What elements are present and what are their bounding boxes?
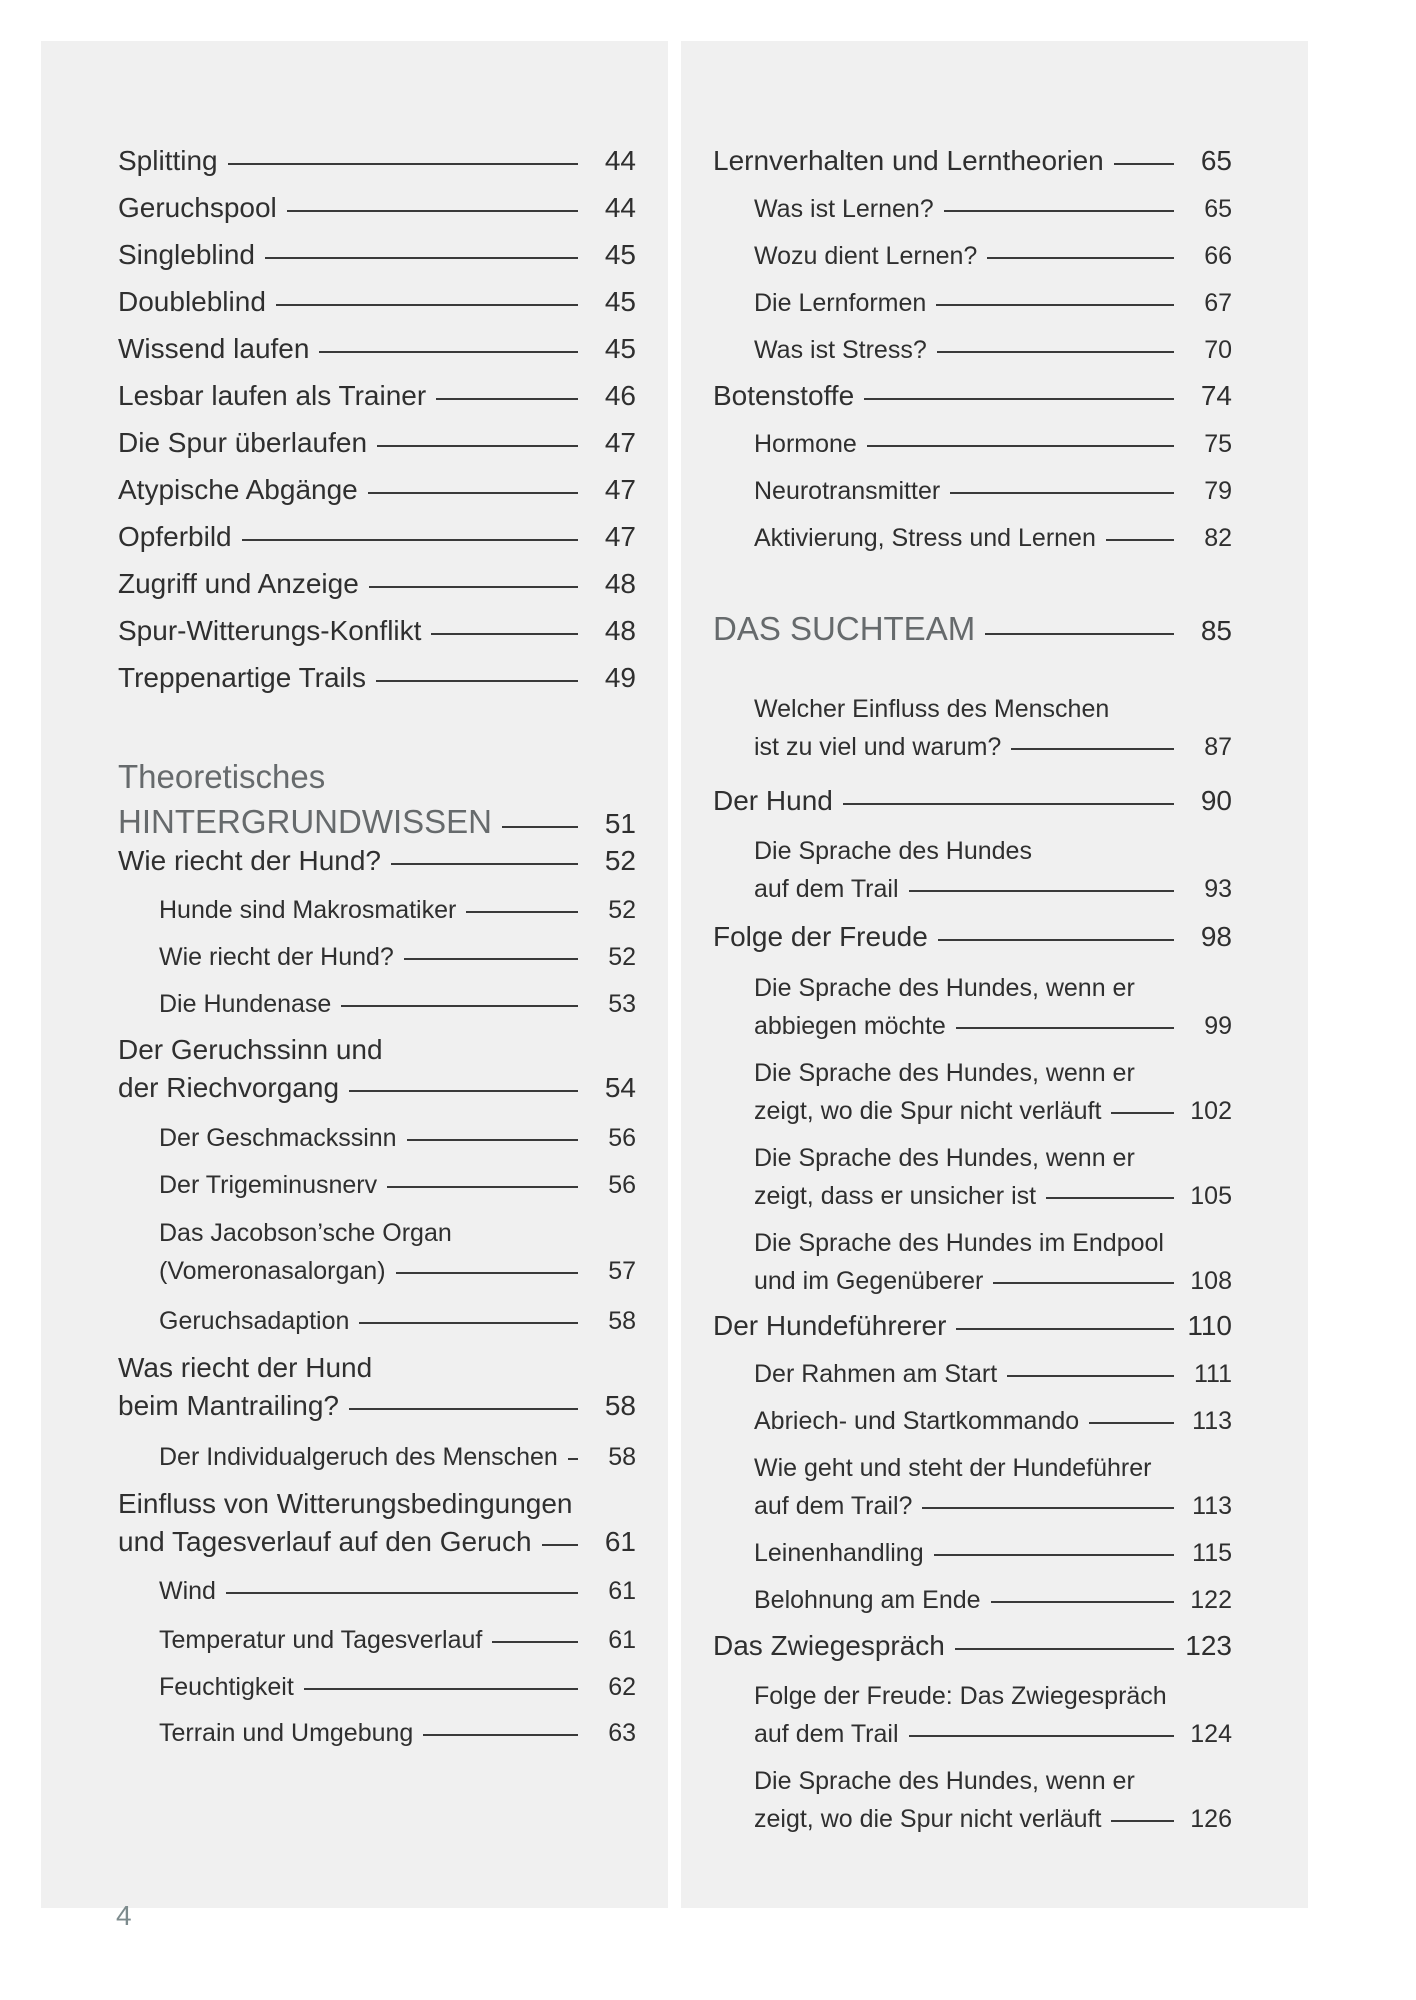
toc-section — [681, 599, 1308, 645]
toc-entry — [41, 599, 668, 645]
toc-leader-line — [909, 1735, 1174, 1737]
toc-entry — [41, 1654, 668, 1700]
toc-entry-title: Treppenartige Trails — [118, 662, 366, 693]
toc-entry-title: abbiegen möchte — [754, 1012, 946, 1040]
toc-entry-title: Die Sprache des Hundes im Endpool — [754, 1229, 1164, 1257]
toc-entry-title: Botenstoffe — [713, 380, 855, 411]
toc-entry — [41, 1336, 668, 1420]
toc-page-number: 56 — [608, 1124, 636, 1152]
toc-page-number: 82 — [1204, 524, 1232, 552]
toc-leader-line — [265, 257, 578, 259]
toc-page-number: 61 — [604, 1526, 636, 1557]
toc-entry-title: beim Mantrailing? — [118, 1390, 339, 1421]
toc-entry-title: und im Gegenüberer — [754, 1267, 984, 1295]
toc-leader-line — [956, 1328, 1174, 1330]
toc-leader-line — [287, 210, 578, 212]
toc-leader-line — [1111, 1112, 1174, 1114]
toc-leader-line — [1111, 1820, 1174, 1822]
toc-page-number: 90 — [1200, 785, 1232, 816]
toc-page-number: 110 — [1187, 1310, 1232, 1341]
toc-entry-title: Wie riecht der Hund? — [118, 845, 382, 876]
toc-entry-title: Wie riecht der Hund? — [159, 943, 394, 971]
toc-leader-line — [376, 680, 578, 682]
toc-leader-line — [377, 445, 578, 447]
toc-page-number: 70 — [1204, 336, 1232, 364]
toc-entry — [681, 1520, 1308, 1566]
toc-page-number: 58 — [608, 1443, 636, 1471]
toc-page-number: 45 — [604, 333, 636, 364]
toc-entry — [681, 676, 1308, 760]
toc-leader-line — [955, 1648, 1174, 1650]
toc-entry — [681, 129, 1308, 175]
toc-entry — [681, 1567, 1308, 1613]
toc-entry-title: Das Zwiegespräch — [713, 1630, 945, 1661]
toc-leader-line — [319, 351, 578, 353]
toc-section — [41, 747, 668, 838]
toc-entry-title: auf dem Trail — [754, 875, 899, 903]
toc-leader-line — [423, 1734, 578, 1736]
toc-entry — [41, 829, 668, 875]
toc-entry-title: Der Geruchssinn und — [118, 1034, 383, 1065]
toc-page-number: 57 — [608, 1257, 636, 1285]
toc-entry — [681, 1614, 1308, 1660]
toc-entry — [41, 1152, 668, 1198]
toc-entry-title: zeigt, wo die Spur nicht verläuft — [754, 1097, 1102, 1125]
toc-entry — [681, 1435, 1308, 1519]
toc-entry-title: Doubleblind — [118, 286, 266, 317]
toc-entry — [41, 1700, 668, 1746]
toc-entry — [681, 411, 1308, 457]
toc-entry-title: auf dem Trail — [754, 1720, 899, 1748]
toc-leader-line — [934, 1554, 1174, 1556]
toc-page-number: 123 — [1185, 1630, 1232, 1661]
toc-entry — [41, 1424, 668, 1470]
toc-page-number: 102 — [1190, 1097, 1232, 1125]
toc-entry — [681, 1663, 1308, 1747]
toc-leader-line — [431, 633, 578, 635]
toc-page-number: 61 — [608, 1626, 636, 1654]
toc-leader-line — [944, 210, 1174, 212]
toc-entry-title: (Vomeronasalorgan) — [159, 1257, 386, 1285]
toc-entry — [41, 505, 668, 551]
toc-page-number: 93 — [1204, 875, 1232, 903]
toc-leader-line — [1089, 1422, 1174, 1424]
toc-entry — [41, 1105, 668, 1151]
toc-entry — [41, 1472, 668, 1556]
toc-page-number: 48 — [604, 615, 636, 646]
toc-entry-title: Die Lernformen — [754, 289, 927, 317]
toc-leader-line — [407, 1139, 578, 1141]
toc-entry-title: Hunde sind Makrosmatiker — [159, 896, 457, 924]
toc-entry — [681, 1294, 1308, 1340]
toc-entry — [41, 1018, 668, 1102]
toc-page-number: 98 — [1200, 921, 1232, 952]
toc-leader-line — [341, 1005, 578, 1007]
toc-page-number: 44 — [604, 192, 636, 223]
toc-page-number: 51 — [604, 808, 636, 839]
toc-page-number: 85 — [1200, 615, 1232, 646]
toc-entry — [681, 1040, 1308, 1124]
toc-entry-title: Welcher Einfluss des Menschen — [754, 695, 1110, 723]
toc-leader-line — [242, 539, 578, 541]
toc-leader-line — [867, 445, 1174, 447]
toc-leader-line — [1011, 748, 1174, 750]
toc-entry — [41, 176, 668, 222]
toc-page-number: 62 — [608, 1673, 636, 1701]
toc-entry — [41, 317, 668, 363]
toc-page-number: 48 — [604, 568, 636, 599]
toc-entry-title: Was ist Stress? — [754, 336, 927, 364]
toc-entry-title: Temperatur und Tagesverlauf — [159, 1626, 483, 1654]
toc-leader-line — [937, 351, 1174, 353]
toc-entry-title: Geruchsadaption — [159, 1307, 350, 1335]
toc-entry — [681, 176, 1308, 222]
toc-page-number: 108 — [1190, 1267, 1232, 1295]
toc-entry-title: ist zu viel und warum? — [754, 733, 1002, 761]
toc-page-number: 45 — [604, 286, 636, 317]
toc-entry — [41, 971, 668, 1017]
toc-leader-line — [349, 1408, 578, 1410]
toc-entry — [681, 955, 1308, 1039]
toc-entry — [681, 905, 1308, 951]
toc-entry — [41, 1200, 668, 1284]
toc-entry-title: Belohnung am Ende — [754, 1586, 981, 1614]
toc-leader-line — [368, 492, 578, 494]
toc-entry-title: Was ist Lernen? — [754, 195, 934, 223]
toc-entry-title: Splitting — [118, 145, 218, 176]
toc-entry — [681, 818, 1308, 902]
toc-page-number: 65 — [1200, 145, 1232, 176]
toc-leader-line — [843, 803, 1174, 805]
toc-entry — [41, 877, 668, 923]
toc-entry — [41, 270, 668, 316]
toc-leader-line — [391, 863, 578, 865]
toc-page-number: 46 — [604, 380, 636, 411]
toc-leader-line — [938, 939, 1174, 941]
toc-entry-title: Die Sprache des Hundes — [754, 837, 1032, 865]
toc-entry — [41, 646, 668, 692]
toc-entry-title: DAS SUCHTEAM — [713, 610, 976, 647]
toc-entry-title: Folge der Freude: Das Zwiegespräch — [754, 1682, 1167, 1710]
toc-entry-title: Wissend laufen — [118, 333, 310, 364]
toc-entry-title: Der Hundeführerer — [713, 1310, 947, 1341]
toc-entry — [41, 924, 668, 970]
toc-leader-line — [568, 1458, 578, 1460]
toc-entry — [681, 1748, 1308, 1832]
toc-page-number: 75 — [1204, 430, 1232, 458]
toc-page-number: 52 — [604, 845, 636, 876]
toc-page-number: 45 — [604, 239, 636, 270]
toc-page-number: 44 — [604, 145, 636, 176]
toc-entry-title: Der Individualgeruch des Menschen — [159, 1443, 558, 1471]
toc-leader-line — [226, 1592, 578, 1594]
toc-page-number: 67 — [1204, 289, 1232, 317]
toc-entry-title: HINTERGRUNDWISSEN — [118, 803, 493, 840]
toc-leader-line — [359, 1322, 578, 1324]
toc-leader-line — [991, 1601, 1174, 1603]
toc-page-number: 115 — [1192, 1539, 1232, 1567]
toc-column-right — [681, 41, 1308, 1908]
toc-page-number: 52 — [608, 896, 636, 924]
toc-page-number: 47 — [604, 427, 636, 458]
toc-entry-title: und Tagesverlauf auf den Geruch — [118, 1526, 532, 1557]
toc-entry — [681, 769, 1308, 815]
toc-entry-title: auf dem Trail? — [754, 1492, 913, 1520]
page-number: 4 — [116, 1900, 132, 1931]
toc-page-number: 126 — [1190, 1805, 1232, 1833]
toc-entry — [681, 458, 1308, 504]
toc-leader-line — [466, 911, 578, 913]
toc-page-number: 105 — [1190, 1182, 1232, 1210]
toc-leader-line — [404, 958, 578, 960]
toc-page-number: 65 — [1204, 195, 1232, 223]
toc-page-number: 58 — [604, 1390, 636, 1421]
toc-entry — [41, 458, 668, 504]
toc-entry-title: Spur-Witterungs-Konflikt — [118, 615, 422, 646]
toc-leader-line — [387, 1186, 578, 1188]
toc-entry-title: Wozu dient Lernen? — [754, 242, 978, 270]
toc-entry — [681, 270, 1308, 316]
toc-leader-line — [936, 304, 1174, 306]
toc-entry — [41, 223, 668, 269]
toc-entry-title: Wie geht und steht der Hundeführer — [754, 1454, 1152, 1482]
toc-entry — [41, 129, 668, 175]
toc-entry — [681, 1341, 1308, 1387]
toc-entry-title: Theoretisches — [118, 758, 326, 795]
toc-entry — [41, 1558, 668, 1604]
toc-leader-line — [276, 304, 578, 306]
toc-entry — [681, 505, 1308, 551]
toc-leader-line — [950, 492, 1174, 494]
toc-column-left — [41, 41, 668, 1908]
toc-entry — [681, 1388, 1308, 1434]
toc-page-number: 63 — [608, 1719, 636, 1747]
toc-page-number: 111 — [1193, 1360, 1232, 1388]
toc-page-number: 52 — [608, 943, 636, 971]
toc-entry-title: Einfluss von Witterungsbedingungen — [118, 1488, 573, 1519]
toc-entry-title: Atypische Abgänge — [118, 474, 358, 505]
toc-leader-line — [492, 1641, 578, 1643]
toc-page-number: 122 — [1190, 1586, 1232, 1614]
toc-entry-title: Zugriff und Anzeige — [118, 568, 359, 599]
toc-entry-title: der Riechvorgang — [118, 1072, 340, 1103]
toc-entry-title: Wind — [159, 1577, 216, 1605]
toc-page-number: 79 — [1204, 477, 1232, 505]
toc-page-number: 124 — [1190, 1720, 1232, 1748]
toc-entry-title: Leinenhandling — [754, 1539, 924, 1567]
toc-page-number: 56 — [608, 1171, 636, 1199]
toc-page-number: 49 — [604, 662, 636, 693]
toc-entry — [681, 1210, 1308, 1294]
toc-entry-title: Das Jacobson’sche Organ — [159, 1219, 452, 1247]
toc-leader-line — [922, 1507, 1174, 1509]
toc-leader-line — [985, 633, 1174, 635]
toc-entry — [41, 552, 668, 598]
toc-page-number: 58 — [608, 1307, 636, 1335]
toc-entry — [681, 223, 1308, 269]
toc-entry-title: Der Trigeminusnerv — [159, 1171, 378, 1199]
toc-entry-title: zeigt, dass er unsicher ist — [754, 1182, 1037, 1210]
toc-entry-title: zeigt, wo die Spur nicht verläuft — [754, 1805, 1102, 1833]
toc-entry-title: Aktivierung, Stress und Lernen — [754, 524, 1096, 552]
toc-entry — [41, 411, 668, 457]
toc-entry — [681, 317, 1308, 363]
toc-entry — [41, 1288, 668, 1334]
toc-entry-title: Hormone — [754, 430, 857, 458]
toc-leader-line — [396, 1272, 578, 1274]
toc-leader-line — [993, 1282, 1174, 1284]
toc-leader-line — [369, 586, 578, 588]
toc-entry-title: Die Hundenase — [159, 990, 332, 1018]
toc-leader-line — [542, 1544, 578, 1546]
toc-entry-title: Die Spur überlaufen — [118, 427, 368, 458]
toc-entry-title: Der Geschmackssinn — [159, 1124, 397, 1152]
toc-page-number: 74 — [1200, 380, 1232, 411]
toc-entry-title: Folge der Freude — [713, 921, 928, 952]
toc-entry — [681, 364, 1308, 410]
toc-leader-line — [909, 890, 1174, 892]
toc-leader-line — [1114, 163, 1174, 165]
toc-entry — [681, 1125, 1308, 1209]
toc-page-number: 47 — [604, 474, 636, 505]
toc-entry-title: Die Sprache des Hundes, wenn er — [754, 1767, 1135, 1795]
toc-entry-title: Terrain und Umgebung — [159, 1719, 414, 1747]
toc-page-number: 47 — [604, 521, 636, 552]
toc-page-number: 99 — [1204, 1012, 1232, 1040]
toc-entry-title: Die Sprache des Hundes, wenn er — [754, 1144, 1135, 1172]
toc-leader-line — [436, 398, 578, 400]
toc-entry-title: Singleblind — [118, 239, 255, 270]
toc-leader-line — [349, 1090, 578, 1092]
toc-leader-line — [987, 257, 1174, 259]
toc-page-number: 53 — [608, 990, 636, 1018]
toc-entry-title: Feuchtigkeit — [159, 1673, 294, 1701]
toc-leader-line — [304, 1688, 578, 1690]
toc-leader-line — [1106, 539, 1174, 541]
toc-entry-title: Lesbar laufen als Trainer — [118, 380, 427, 411]
toc-leader-line — [1007, 1375, 1174, 1377]
toc-page-number: 54 — [604, 1072, 636, 1103]
toc-entry-title: Neurotransmitter — [754, 477, 941, 505]
toc-leader-line — [864, 398, 1174, 400]
toc-entry-title: Die Sprache des Hundes, wenn er — [754, 974, 1135, 1002]
toc-page-number: 87 — [1204, 733, 1232, 761]
toc-leader-line — [228, 163, 578, 165]
toc-page-number: 113 — [1192, 1407, 1232, 1435]
toc-page-number: 61 — [608, 1577, 636, 1605]
toc-entry-title: Abriech- und Startkommando — [754, 1407, 1080, 1435]
toc-leader-line — [956, 1027, 1174, 1029]
toc-entry-title: Opferbild — [118, 521, 232, 552]
toc-entry-title: Lernverhalten und Lerntheorien — [713, 145, 1104, 176]
toc-entry — [41, 1607, 668, 1653]
toc-entry-title: Die Sprache des Hundes, wenn er — [754, 1059, 1135, 1087]
toc-entry-title: Der Hund — [713, 785, 833, 816]
toc-page-number: 66 — [1204, 242, 1232, 270]
toc-entry-title: Geruchspool — [118, 192, 277, 223]
toc-leader-line — [1046, 1197, 1174, 1199]
toc-page-number: 113 — [1192, 1492, 1232, 1520]
toc-entry-title: Was riecht der Hund — [118, 1352, 373, 1383]
toc-entry-title: Der Rahmen am Start — [754, 1360, 998, 1388]
toc-entry — [41, 364, 668, 410]
toc-leader-line — [502, 826, 578, 828]
